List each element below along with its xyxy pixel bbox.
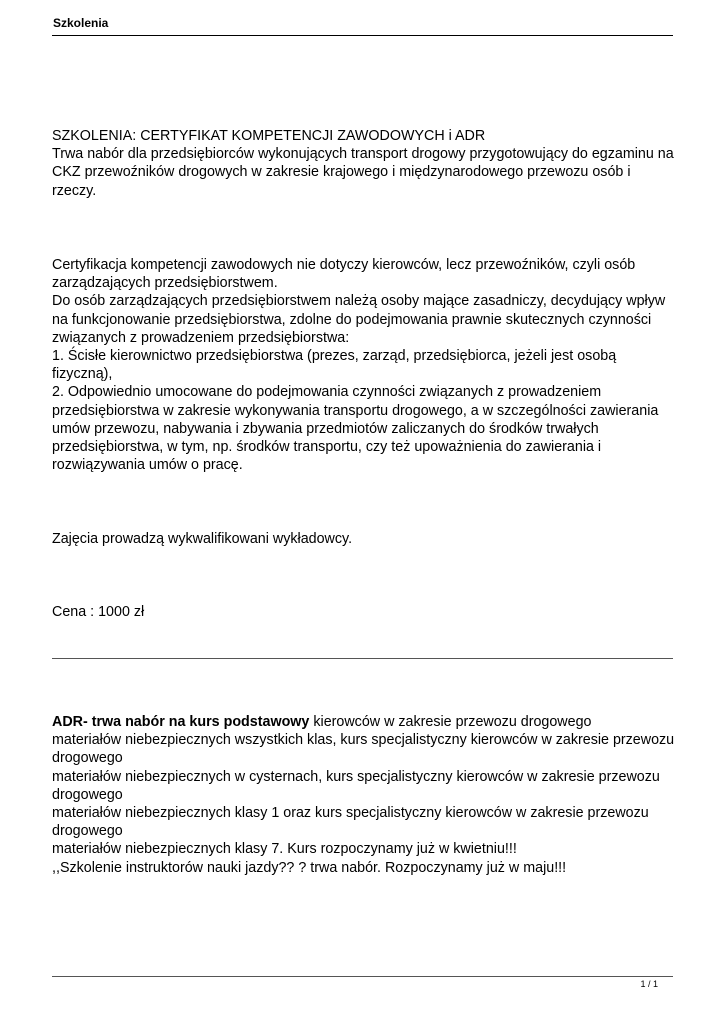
lecturers-paragraph: Zajęcia prowadzą wykwalifikowani wykładowcy. [52, 531, 353, 547]
adr-line-5: materiałów niebezpiecznych klasy 7. Kurs rozpoczynamy już w kwietniu!!! [52, 841, 517, 858]
header-divider [52, 35, 673, 36]
managers-paragraph: Do osób zarządzających przedsiębiorstwem należą osoby mające zasadniczy, decydujący wpływ na funkcjonowanie przedsiębiorstwa, zdolne do podejmowania prawnie skutecznych czynności związanych z prowadzeniem przedsiębiorstwa: [52, 293, 666, 346]
section-divider [52, 658, 673, 659]
list-item: 2. Odpowiednio umocowane do podejmowania czynności związanych z prowadzeniem przedsiębiorstwa w zakresie wykonywania transportu drogowego, a w szczególności zawierania umów przewozu, nabywania i zbywania przedmiotów zaliczanych do środków trwałych przedsiębiorstwa, w tym, np. środków transportu, czy też upoważnienia do zawierania i rozwiązywania umów o pracę. [52, 384, 659, 474]
section-intro-paragraph: Trwa nabór dla przedsiębiorców wykonujących transport drogowy przygotowujący do egzaminu na CKZ przewoźników drogowych w zakresie krajowego i międzynarodowego przewozu osób i rzeczy. [52, 146, 674, 199]
section-lecturers [52, 530, 677, 548]
adr-line-3: materiałów niebezpiecznych w cysternach, kurs specjalistyczny kierowców w zakresie przewozu drogowego [52, 768, 660, 803]
section-heading: SZKOLENIA: CERTYFIKAT KOMPETENCJI ZAWODOWYCH i ADR [52, 128, 486, 144]
adr-line-1 [52, 713, 677, 731]
list-item: 1. Ścisłe kierownictwo przedsiębiorstwa (prezes, zarząd, przedsiębiorca, jeżeli jest osobą fizyczną), [52, 348, 617, 383]
price-text: Cena : 1000 zł [52, 604, 145, 620]
footer-divider [52, 976, 673, 977]
adr-line-6: ,,Szkolenie instruktorów nauki jazdy?? ? trwa nabór. Rozpoczynamy już w maju!!! [52, 859, 567, 876]
section-price [52, 603, 677, 621]
adr-bold-lead: ADR- trwa nabór na kurs podstawowy [52, 714, 310, 730]
page-number: 1 / 1 [640, 979, 658, 989]
section-adr [52, 713, 677, 877]
section-certification-details [52, 256, 677, 474]
adr-line-4: materiałów niebezpiecznych klasy 1 oraz kurs specjalistyczny kierowców w zakresie przewozu drogowego [52, 805, 649, 840]
section-certificate-intro [52, 127, 677, 200]
adr-line-2: materiałów niebezpiecznych wszystkich klas, kurs specjalistyczny kierowców w zakresie przewozu drogowego [52, 732, 675, 767]
certification-paragraph: Certyfikacja kompetencji zawodowych nie dotyczy kierowców, lecz przewoźników, czyli osób zarządzających przedsiębiorstwem. [52, 257, 636, 292]
page-header-title: Szkolenia [53, 16, 109, 30]
adr-line-1-rest: kierowców w zakresie przewozu drogowego [309, 714, 592, 730]
